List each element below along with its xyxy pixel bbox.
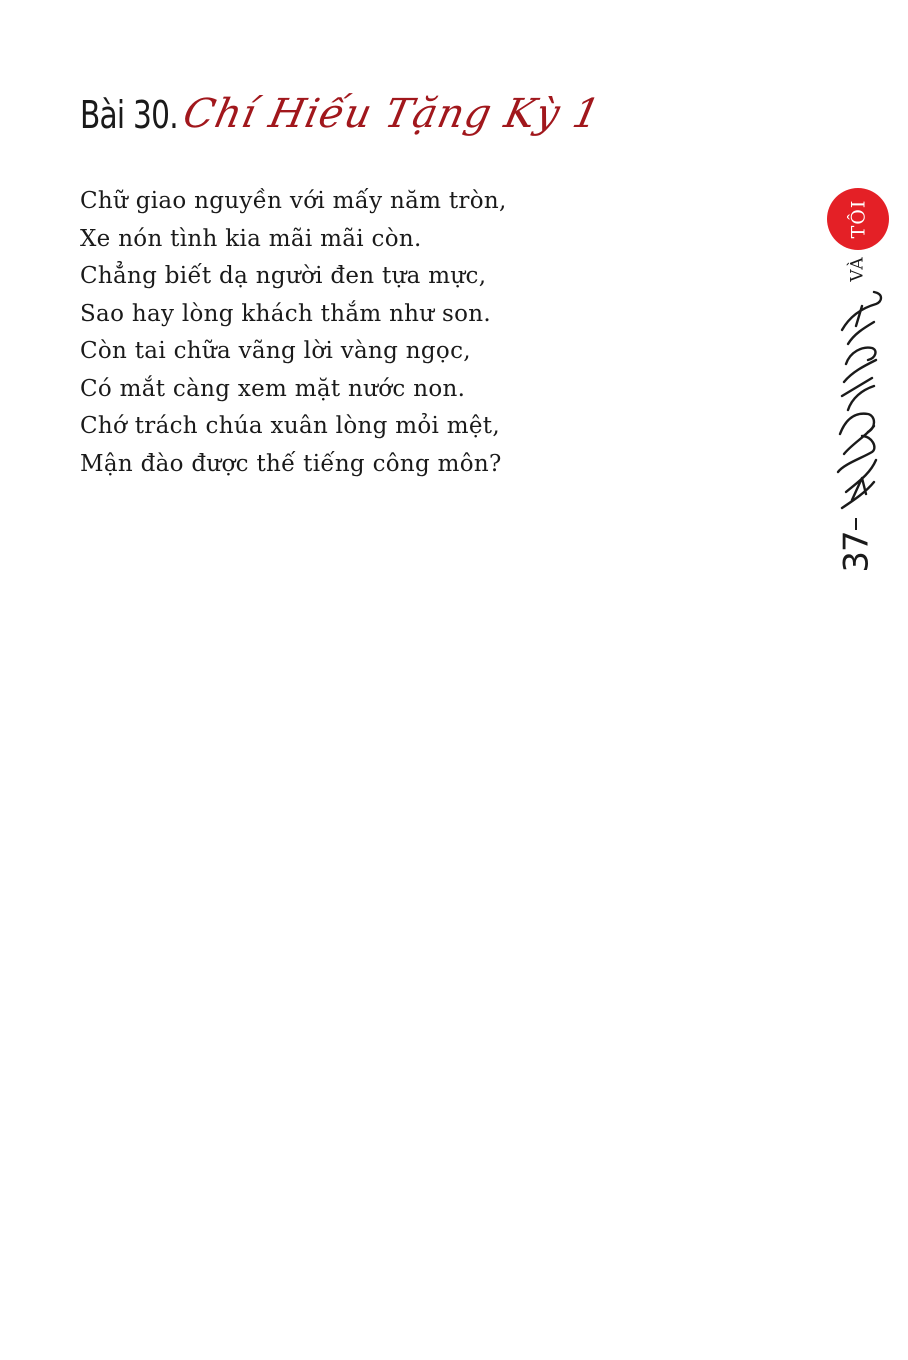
poem-line: Có mắt càng xem mặt nước non.	[80, 375, 466, 402]
poem-body	[80, 183, 507, 483]
badge-text: TÔI	[846, 199, 869, 239]
separator-dash	[855, 518, 857, 530]
page-number	[828, 533, 886, 571]
connector-text: VÀ	[848, 256, 868, 282]
poem-line: Sao hay lòng khách thắm như son.	[80, 300, 491, 327]
running-header	[822, 188, 884, 573]
poem-line: Mận đào được thế tiếng công môn?	[80, 450, 502, 477]
series-connector	[838, 252, 878, 286]
poem-line: Chẳng biết dạ người đen tựa mực,	[80, 263, 487, 289]
poem-line: Chớ trách chúa xuân lòng mỏi mệt,	[80, 413, 500, 439]
poem-line: Xe nón tình kia mãi mãi còn.	[80, 225, 422, 252]
author-signature-logo	[822, 286, 892, 512]
poem-title	[80, 70, 605, 160]
page-number-text: 37	[836, 531, 877, 573]
poem-number: Bài 30.	[80, 93, 178, 137]
series-badge	[827, 188, 889, 250]
poem-name: Chí Hiếu Tặng Kỳ 1	[179, 91, 605, 137]
poem-line: Chữ giao nguyền với mấy năm tròn,	[80, 188, 507, 214]
poem-line: Còn tai chữa vãng lời vàng ngọc,	[80, 338, 471, 364]
